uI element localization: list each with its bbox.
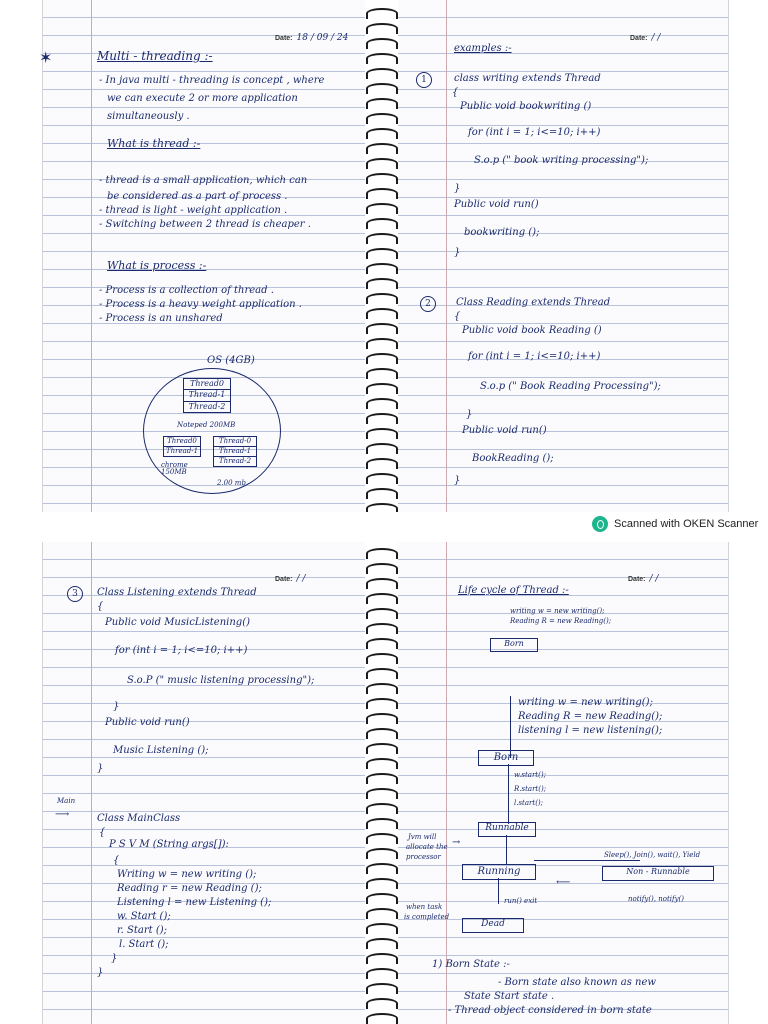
code-line: r. Start (); [117, 925, 168, 936]
code-line: } [454, 475, 461, 486]
code-line: S.o.p (" Book Reading Processing"); [480, 381, 661, 392]
date-label: Date: [275, 576, 293, 583]
process-point: - Process is an unshared [99, 313, 223, 324]
code-line: { [454, 311, 461, 322]
code-line: } [113, 701, 120, 712]
spiral-binding [366, 548, 396, 1024]
date-value: 18 / 09 / 24 [296, 33, 349, 43]
margin-line [91, 0, 92, 512]
code-line: Writing w = new writing (); [117, 869, 257, 880]
code-line: Public void bookwriting () [460, 101, 592, 112]
date-value: / / [649, 574, 659, 584]
process-point: - Process is a collection of thread . [99, 285, 274, 296]
scribble-line: writing w = new writing(); [510, 607, 605, 615]
completed-note: is completed [404, 913, 450, 921]
scanner-text: Scanned with OKEN Scanner [614, 518, 759, 530]
os-label: OS (4GB) [207, 355, 255, 366]
runnable-box: Runnable [478, 822, 536, 837]
create-line: writing w = new writing(); [518, 697, 653, 708]
code-line: { [97, 601, 104, 612]
jvm-note: allocate the [406, 843, 448, 851]
dead-box: Dead [462, 918, 524, 933]
start-line: w.start(); [514, 771, 546, 779]
chrome-note: chrome 150MB [161, 461, 188, 476]
code-line: Class Listening extends Thread [97, 587, 257, 598]
intro-line: we can execute 2 or more application [107, 93, 298, 104]
code-line: Class Reading extends Thread [456, 297, 611, 308]
born-state-box: Born [478, 750, 534, 766]
code-line: } [466, 409, 473, 420]
third-process-box [213, 436, 257, 467]
date-field [275, 33, 348, 43]
star-mark: ✶ [39, 48, 53, 67]
create-line: listening l = new listening(); [518, 725, 663, 736]
examples-heading: examples :- [454, 43, 512, 54]
margin-line [91, 542, 92, 1024]
section-heading: What is thread :- [107, 137, 201, 150]
connector-line [506, 835, 507, 865]
code-line: P S V M (String args[]): [109, 839, 229, 850]
page-heading: Multi - threading :- [97, 49, 213, 63]
code-line: Music Listening (); [113, 745, 209, 756]
connector-line [498, 878, 499, 904]
notify-note: notify(), notify() [628, 895, 685, 903]
section-heading: What is process :- [107, 259, 207, 272]
born-state-line: State Start state . [464, 991, 555, 1002]
thread-point: - Switching between 2 thread is cheaper . [99, 219, 311, 230]
margin-line [446, 542, 447, 1024]
example-number: 2 [420, 296, 436, 312]
born-state-line: - Thread object considered in born state [448, 1005, 652, 1016]
thread-point: - thread is a small application, which can [99, 175, 308, 186]
date-field [630, 33, 660, 43]
process-point: - Process is a heavy weight application . [99, 299, 302, 310]
born-state-heading: 1) Born State :- [432, 959, 510, 970]
connector-line [510, 696, 511, 758]
start-line: l.start(); [514, 799, 544, 807]
thread-cell: Thread-1 [214, 447, 256, 457]
date-field [628, 574, 658, 584]
thread-cell: Thread-1 [165, 447, 199, 456]
code-line: BookReading (); [472, 453, 554, 464]
date-value: / / [296, 574, 306, 584]
arrow-icon: → [452, 837, 461, 848]
running-box: Running [462, 864, 536, 880]
code-line: } [111, 953, 118, 964]
page-3 [42, 542, 365, 1024]
code-line: Class MainClass [97, 813, 181, 824]
code-line: } [454, 247, 461, 258]
code-line: for (int i = 1; i<=10; i++) [115, 645, 248, 656]
page-heading: Life cycle of Thread :- [458, 585, 569, 596]
code-line: S.o.p (" book writing processing"); [474, 155, 649, 166]
code-line: Public void MusicListening() [105, 617, 250, 628]
main-tag: Main [57, 797, 76, 805]
thread-point: - thread is light - weight application . [99, 205, 288, 216]
connector-line [534, 860, 640, 861]
scanner-logo-icon [592, 516, 608, 532]
date-label: Date: [630, 35, 648, 42]
page-4 [398, 542, 729, 1024]
intro-line: - In java multi - threading is concept , where [99, 75, 325, 86]
margin-line [446, 0, 447, 512]
code-line: Public void run() [462, 425, 547, 436]
thread-cell: Thread-2 [188, 401, 226, 411]
page-2 [398, 0, 729, 512]
create-line: Reading R = new Reading(); [518, 711, 663, 722]
date-label: Date: [628, 576, 646, 583]
code-line: Public void run() [454, 199, 539, 210]
connector-line [508, 764, 509, 824]
jvm-note: processor [406, 853, 441, 861]
chrome-process-box [163, 436, 201, 457]
code-line: for (int i = 1; i<=10; i++) [468, 127, 601, 138]
code-line: } [454, 183, 461, 194]
code-line: } [97, 763, 104, 774]
code-line: Public void book Reading () [462, 325, 602, 336]
scanner-watermark [592, 516, 758, 532]
born-box-small: Born [490, 638, 538, 652]
code-line: Public void run() [105, 717, 190, 728]
run-exit-note: run() exit [504, 897, 538, 905]
page-1 [39, 0, 365, 512]
example-number: 3 [67, 586, 83, 602]
jvm-note: Jvm will [408, 833, 437, 841]
code-line: l. Start (); [119, 939, 169, 950]
code-line: for (int i = 1; i<=10; i++) [468, 351, 601, 362]
thread-cell: Thread0 [164, 437, 200, 447]
born-state-line: - Born state also known as new [498, 977, 656, 988]
scribble-line: Reading R = new Reading(); [510, 617, 612, 625]
thread-point: be considered as a part of process . [107, 191, 288, 202]
non-runnable-box: Non - Runnable [602, 866, 714, 881]
code-line: } [97, 967, 104, 978]
code-line: S.o.P (" music listening processing"); [127, 675, 315, 686]
code-line: Listening l = new Listening (); [117, 897, 272, 908]
spiral-binding [366, 8, 396, 512]
thread-cell: Thread-0 [214, 437, 256, 447]
notepad-process-box [183, 378, 231, 413]
intro-line: simultaneously . [107, 111, 190, 122]
arrow-icon: ⟶ [55, 809, 70, 820]
notepad-note: Noteped 200MB [177, 421, 236, 429]
third-note: 2.00 mb [217, 479, 246, 487]
thread-cell: Thread0 [184, 379, 230, 390]
sleep-note: Sleep(), Join(), wait(), Yield [604, 851, 701, 859]
code-line: { [113, 855, 120, 866]
notebook-spread-bottom [0, 542, 768, 1024]
code-line: Reading r = new Reading (); [117, 883, 262, 894]
code-line: w. Start (); [117, 911, 171, 922]
thread-cell: Thread-1 [184, 390, 230, 401]
code-line: { [99, 827, 106, 838]
code-line: class writing extends Thread [454, 73, 601, 84]
thread-cell: Thread-2 [218, 457, 252, 466]
code-line: { [452, 87, 459, 98]
date-value: / / [651, 33, 661, 43]
completed-note: when task [406, 903, 443, 911]
start-line: R.start(); [514, 785, 547, 793]
arrow-icon: ⟵ [556, 877, 571, 888]
date-label: Date: [275, 35, 293, 42]
date-field [275, 574, 305, 584]
code-line: bookwriting (); [464, 227, 540, 238]
example-number: 1 [416, 72, 432, 88]
